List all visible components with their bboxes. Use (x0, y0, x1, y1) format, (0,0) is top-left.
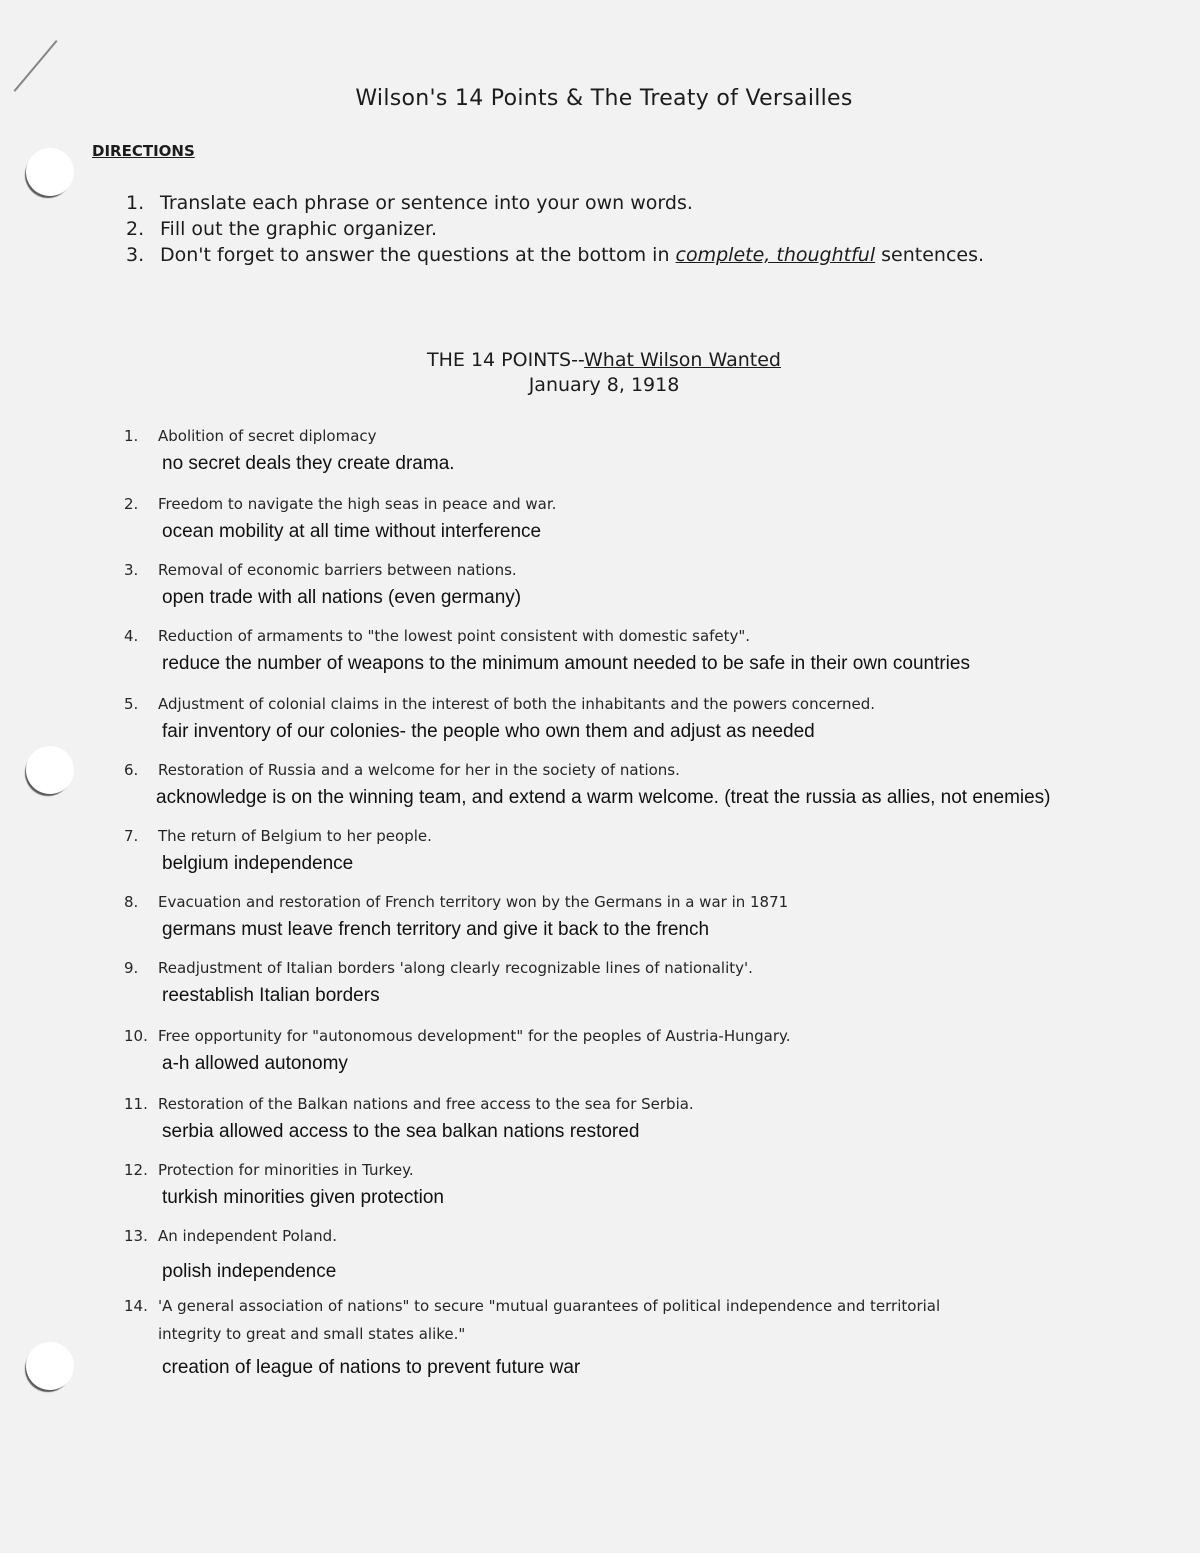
section-date: January 8, 1918 (528, 374, 680, 396)
point-item: 9. Readjustment of Italian borders 'along clearly recognizable lines of nationality'. reestablish Italian borders (124, 958, 1124, 1008)
answer-text: no secret deals they create drama. (162, 453, 455, 474)
answer-text: acknowledge is on the winning team, and extend a warm welcome. (treat the russia as allies, not enemies) (156, 787, 1051, 808)
point-item: 8. Evacuation and restoration of French territory won by the Germans in a war in 1871 germans must leave french territory and give it back to the french (124, 892, 1124, 942)
answer-text: belgium independence (162, 853, 354, 874)
answer-text: serbia allowed access to the sea balkan nations restored (162, 1121, 640, 1142)
answer-text: reduce the number of weapons to the minimum amount needed to be safe in their own countries (162, 653, 970, 674)
document-title: Wilson's 14 Points & The Treaty of Versailles (355, 86, 853, 111)
answer-text: a-h allowed autonomy (162, 1053, 348, 1074)
answer-text: creation of league of nations to prevent future war (162, 1357, 581, 1378)
point-item: 10. Free opportunity for "autonomous development" for the peoples of Austria-Hungary. a-h allowed autonomy (124, 1026, 1124, 1076)
emphasis-text: complete, thoughtful (675, 244, 876, 266)
point-item: 6. Restoration of Russia and a welcome for her in the society of nations. acknowledge is on the winning team, and extend a warm welcome. (treat the russia as allies, not enemies) (124, 760, 1124, 810)
point-item: 13. An independent Poland. polish independence (124, 1226, 1124, 1284)
point-item: 3. Removal of economic barriers between nations. open trade with all nations (even germany) (124, 560, 1124, 610)
answer-text: turkish minorities given protection (162, 1187, 444, 1208)
point-item: 1. Abolition of secret diplomacy no secret deals they create drama. (124, 426, 1124, 476)
direction-item: 2. Fill out the graphic organizer. (126, 218, 438, 240)
point-item: 2. Freedom to navigate the high seas in peace and war. ocean mobility at all time without interference (124, 494, 1124, 544)
point-item: 11. Restoration of the Balkan nations and free access to the sea for Serbia. serbia allowed access to the sea balkan nations restored (124, 1094, 1124, 1144)
answer-text: germans must leave french territory and give it back to the french (162, 919, 710, 940)
direction-item: 1. Translate each phrase or sentence into your own words. (126, 192, 693, 214)
answer-text: reestablish Italian borders (162, 985, 380, 1006)
point-item: 5. Adjustment of colonial claims in the interest of both the inhabitants and the powers concerned. fair inventory of our colonies- the people who own them and adjust as needed (124, 694, 1124, 744)
answer-text: ocean mobility at all time without interference (162, 521, 542, 542)
answer-text: polish independence (162, 1261, 337, 1282)
point-item: 7. The return of Belgium to her people. belgium independence (124, 826, 1124, 876)
answer-text: fair inventory of our colonies- the people who own them and adjust as needed (162, 721, 815, 742)
point-item: 14. 'A general association of nations" to secure "mutual guarantees of political independence and territorial integrity to great and small states alike." creation of league of nations to prevent future war (124, 1296, 1124, 1380)
point-item: 4. Reduction of armaments to "the lowest point consistent with domestic safety". reduce the number of weapons to the minimum amount needed to be safe in their own countries (124, 626, 1124, 676)
directions-heading: DIRECTIONS (92, 142, 195, 160)
answer-text: open trade with all nations (even germany) (162, 587, 522, 608)
section-title: THE 14 POINTS--What Wilson Wanted January 8, 1918 (0, 348, 1200, 398)
point-item: 12. Protection for minorities in Turkey. turkish minorities given protection (124, 1160, 1124, 1210)
direction-item: 3. Don't forget to answer the questions at the bottom in complete, thoughtful sentences. (126, 244, 985, 266)
